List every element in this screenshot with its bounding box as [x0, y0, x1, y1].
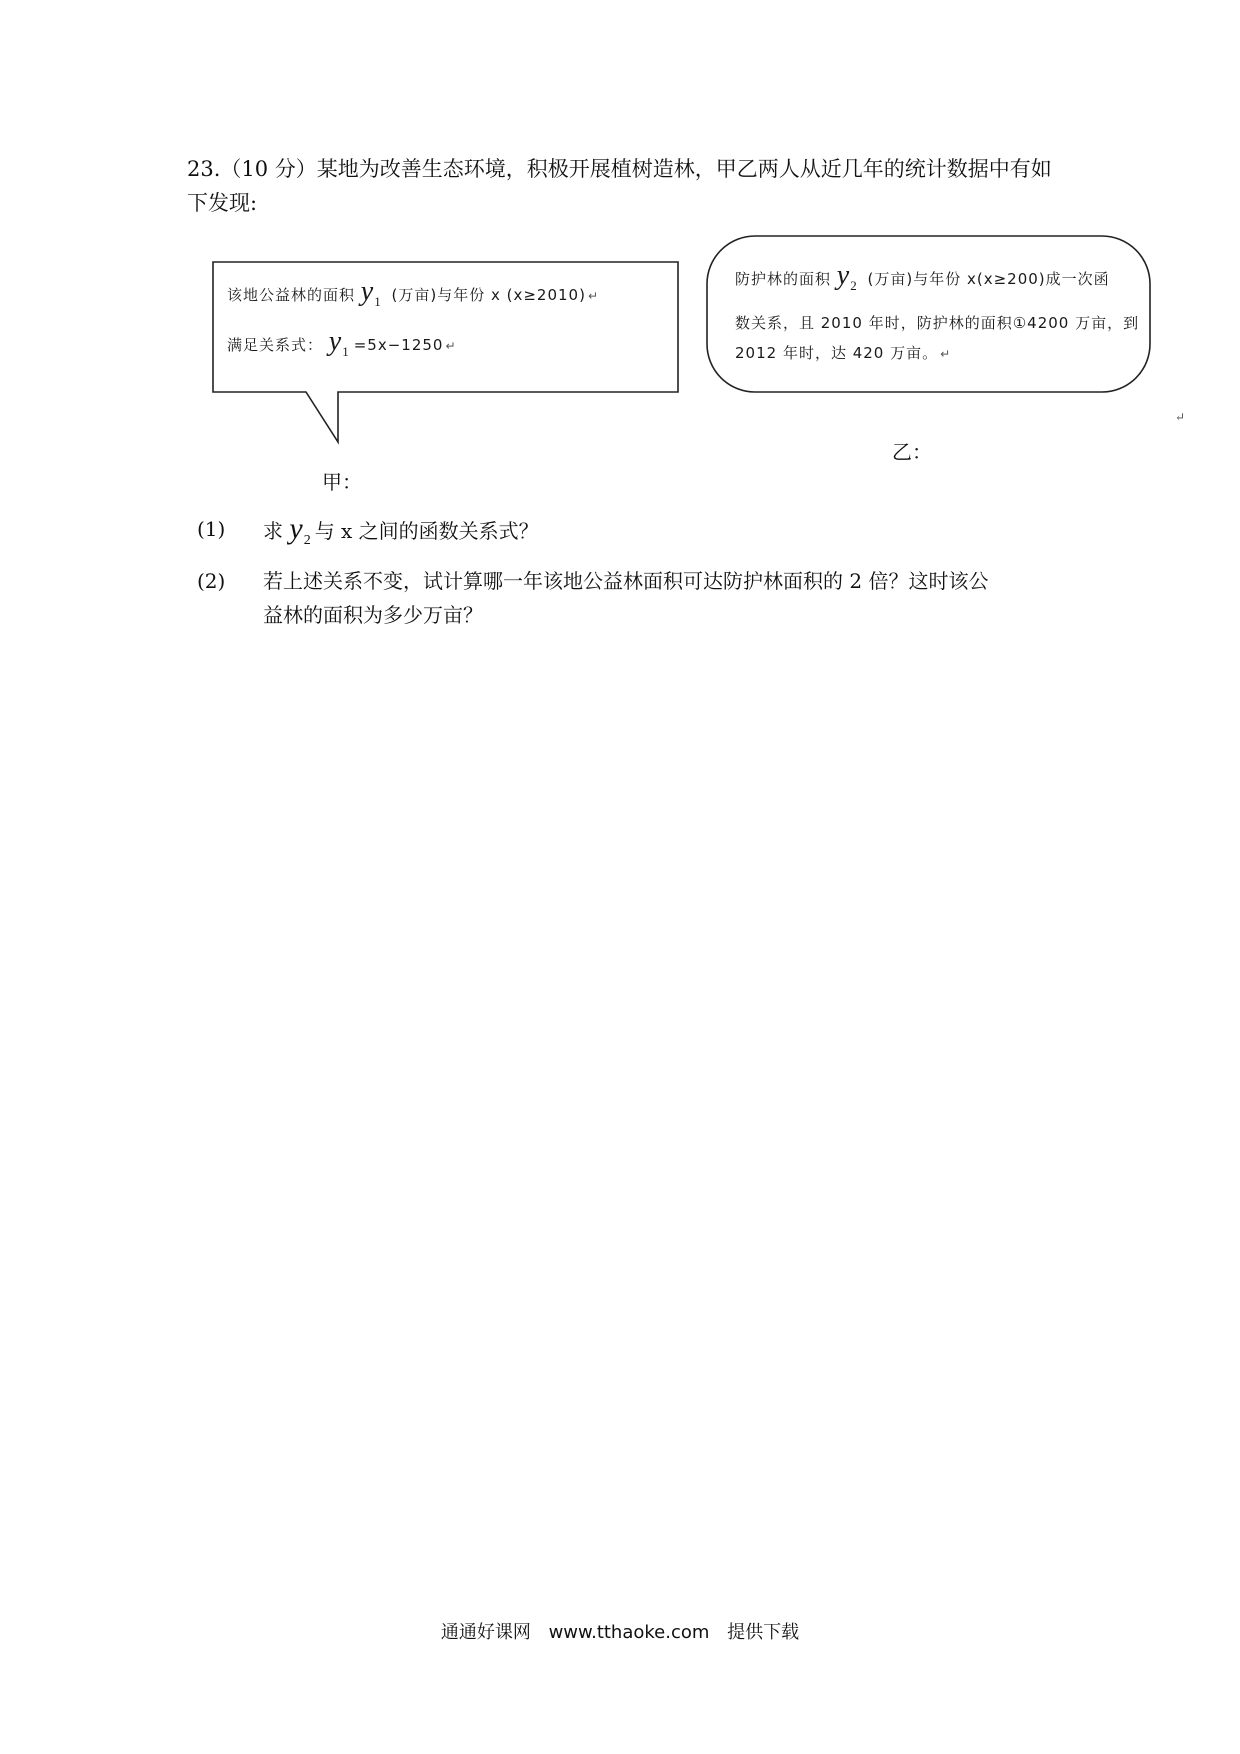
subscript: 1 [342, 344, 350, 359]
callout-jia-line2: 满足关系式： y1 =5x−1250 ↵ [227, 326, 457, 359]
return-mark-icon: ↵ [587, 289, 600, 303]
question-number: (2) [197, 569, 226, 593]
variable-y: y [328, 326, 342, 357]
footer-site-name: 通通好课网 [440, 1622, 531, 1643]
speaker-label-jia: 甲： [322, 470, 362, 494]
return-mark-icon: ↵ [445, 339, 457, 353]
callout-jia-line1: 该地公益林的面积 y1 (万亩)与年份 x (x≥2010) ↵ [227, 276, 600, 309]
callout-yi-line2: 数关系，且 2010 年时，防护林的面积①4200 万亩，到 [735, 314, 1140, 332]
footer-suffix: 提供下载 [727, 1622, 800, 1643]
return-mark-icon: ↵ [1175, 410, 1186, 424]
question-number: (1) [197, 517, 226, 541]
formula: =5x−1250 [353, 336, 444, 354]
question-text-line2: 益林的面积为多少万亩？ [263, 603, 483, 627]
speaker-label-yi: 乙： [892, 440, 932, 464]
subscript: 2 [303, 533, 311, 548]
callout-yi-line1: 防护林的面积 y2 (万亩)与年份 x(x≥200)成一次函 [735, 260, 1110, 293]
exam-page: 23.（10 分）某地为改善生态环境，积极开展植树造林，甲乙两人从近几年的统计数据中有如下发现: 该地公益林的面积 y1 (万亩)与年份 x (x≥2010) ↵ 满足关系式： y1 =5x−1250 ↵ 防护林的面积 y2 (万亩)与年份 x(x≥200)成一次函 数关系，且 2010 年时，防护林的面积①4200 万亩，到 2012 年时，达 420 万亩。 ↵ ↵ 乙： 甲： (1) 求 $y_2$ 与 x 之间的函数关系式？ (2) 若上述关系不变，试计算哪一年该地公益林面积可达防护林面积的 2 倍？这时该公 益林的面积为多少万亩？ 通通好课网 www.tthaoke.com 提供下载 [0, 0, 1240, 1754]
subscript: 2 [850, 278, 858, 293]
variable-y: y [836, 260, 850, 291]
return-mark-icon: ↵ [940, 347, 952, 361]
page-footer [0, 1618, 1240, 1644]
callout-yi-line3: 2012 年时，达 420 万亩。 ↵ [735, 344, 952, 362]
variable-y: y [360, 276, 374, 307]
variable-y: y [289, 512, 303, 545]
problem-header: 23.（10 分）某地为改善生态环境，积极开展植树造林，甲乙两人从近几年的统计数据中有如下发现: [187, 157, 1052, 215]
question-text-line1: 若上述关系不变，试计算哪一年该地公益林面积可达防护林面积的 2 倍？这时该公 [263, 569, 989, 593]
footer-url: www.tthaoke.com [548, 1622, 710, 1643]
subscript: 1 [374, 294, 382, 309]
